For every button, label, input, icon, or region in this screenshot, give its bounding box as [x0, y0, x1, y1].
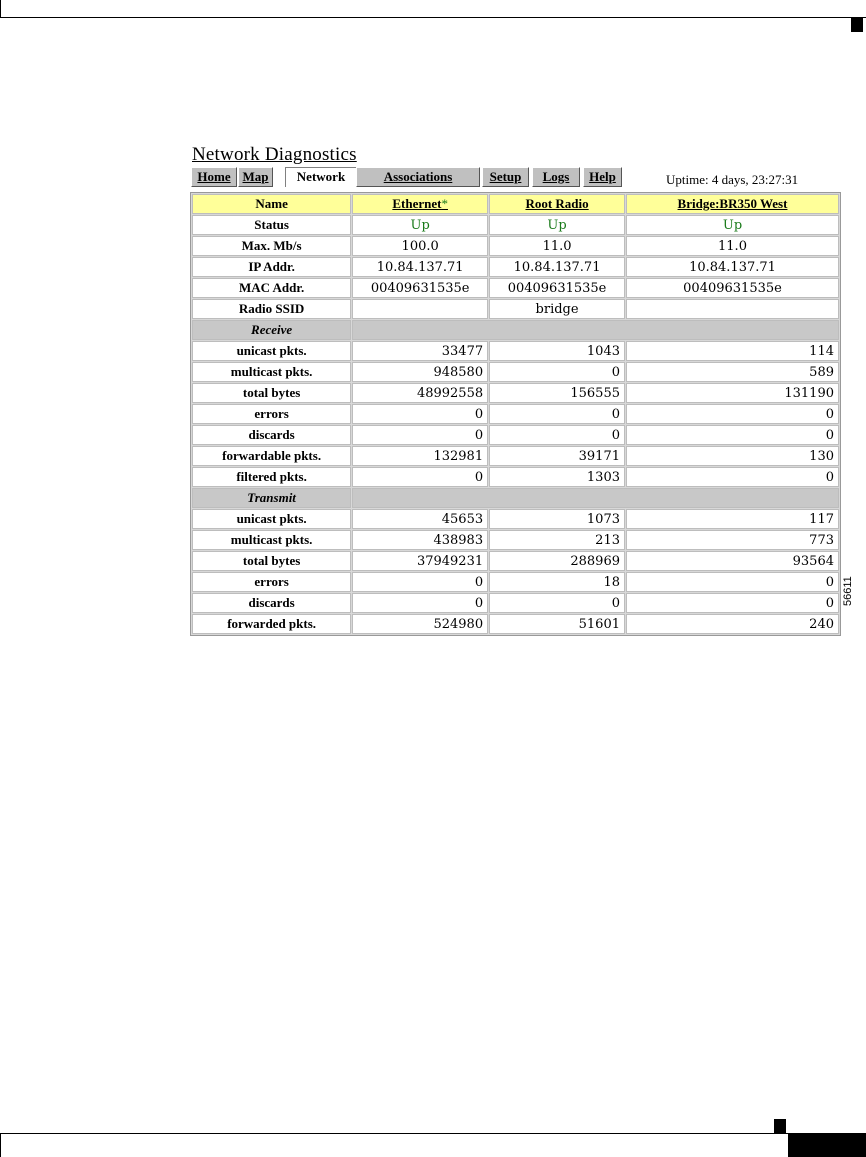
row-label: total bytes: [192, 383, 351, 403]
table-row: [192, 299, 839, 319]
table-cell: bridge: [489, 299, 625, 319]
row-label: Status: [192, 215, 351, 235]
section-transmit-label: Transmit: [192, 488, 351, 508]
table-cell: 288969: [489, 551, 625, 571]
table-cell: 0: [352, 572, 488, 592]
tab-setup[interactable]: Setup: [482, 167, 529, 187]
tab-network[interactable]: Network: [285, 167, 357, 187]
table-cell: 18: [489, 572, 625, 592]
row-label: IP Addr.: [192, 257, 351, 277]
table-cell: 0: [352, 404, 488, 424]
tab-associations[interactable]: Associations: [356, 167, 480, 187]
uptime-text: Uptime: 4 days, 23:27:31: [666, 172, 799, 187]
table-cell: 117: [626, 509, 839, 529]
table-cell: 0: [626, 425, 839, 445]
row-label: Max. Mb/s: [192, 236, 351, 256]
table-cell: Up: [489, 215, 625, 235]
table-cell: 0: [626, 572, 839, 592]
row-label: multicast pkts.: [192, 530, 351, 550]
table-cell: 45653: [352, 509, 488, 529]
footer-tick: [0, 1133, 1, 1157]
table-cell: 132981: [352, 446, 488, 466]
table-row: [192, 446, 839, 466]
ethernet-link[interactable]: Ethernet: [392, 196, 442, 211]
table-row: [192, 467, 839, 487]
row-label: unicast pkts.: [192, 341, 351, 361]
table-cell: 773: [626, 530, 839, 550]
column-header-root-radio[interactable]: Root Radio: [489, 194, 625, 214]
tab-map[interactable]: Map: [238, 167, 273, 187]
row-label: errors: [192, 572, 351, 592]
column-header-bridge[interactable]: Bridge:BR350 West: [626, 194, 839, 214]
table-cell: 524980: [352, 614, 488, 634]
header-marker: [851, 18, 863, 32]
footer-marker: [774, 1119, 786, 1133]
table-cell: 213: [489, 530, 625, 550]
table-cell: 0: [352, 467, 488, 487]
row-label: filtered pkts.: [192, 467, 351, 487]
table-cell: 93564: [626, 551, 839, 571]
table-row: [192, 362, 839, 382]
table-cell: 39171: [489, 446, 625, 466]
table-cell: 0: [626, 404, 839, 424]
section-receive-label: Receive: [192, 320, 351, 340]
row-label: unicast pkts.: [192, 509, 351, 529]
tab-home[interactable]: Home: [191, 167, 237, 187]
row-label: forwardable pkts.: [192, 446, 351, 466]
table-cell: 10.84.137.71: [489, 257, 625, 277]
table-cell: 0: [352, 425, 488, 445]
page-title: Network Diagnostics: [192, 144, 357, 165]
table-cell: 240: [626, 614, 839, 634]
table-row: [192, 425, 839, 445]
table-row: [192, 257, 839, 277]
table-row: [192, 572, 839, 592]
table-cell: 130: [626, 446, 839, 466]
table-cell: 0: [489, 362, 625, 382]
ethernet-marker: *: [441, 196, 448, 211]
table-cell: 0: [352, 593, 488, 613]
table-cell: 156555: [489, 383, 625, 403]
table-cell: 51601: [489, 614, 625, 634]
table-cell: 589: [626, 362, 839, 382]
table-row: [192, 614, 839, 634]
table-row: [192, 593, 839, 613]
section-receive-fill: [352, 320, 839, 340]
section-transmit-fill: [352, 488, 839, 508]
header-rule: [0, 17, 866, 18]
table-cell: 0: [626, 467, 839, 487]
table-row: [192, 215, 839, 235]
diagnostics-table: [190, 192, 841, 636]
section-receive: [192, 320, 839, 340]
tab-help[interactable]: Help: [583, 167, 622, 187]
table-header-row: [192, 194, 839, 214]
row-label: discards: [192, 425, 351, 445]
table-cell: 948580: [352, 362, 488, 382]
table-cell: 00409631535e: [626, 278, 839, 298]
table-cell: 37949231: [352, 551, 488, 571]
row-label: total bytes: [192, 551, 351, 571]
row-label: MAC Addr.: [192, 278, 351, 298]
table-cell: [626, 299, 839, 319]
table-cell: 10.84.137.71: [626, 257, 839, 277]
row-label: discards: [192, 593, 351, 613]
table-cell: 0: [489, 425, 625, 445]
table-cell: 10.84.137.71: [352, 257, 488, 277]
figure-number: 56611: [842, 576, 854, 606]
table-row: [192, 404, 839, 424]
table-cell: 48992558: [352, 383, 488, 403]
row-label: forwarded pkts.: [192, 614, 351, 634]
row-label: errors: [192, 404, 351, 424]
table-row: [192, 551, 839, 571]
table-cell: 33477: [352, 341, 488, 361]
table-row: [192, 509, 839, 529]
table-cell: Up: [626, 215, 839, 235]
table-row: [192, 383, 839, 403]
table-cell: 131190: [626, 383, 839, 403]
table-cell: 11.0: [489, 236, 625, 256]
row-label: multicast pkts.: [192, 362, 351, 382]
table-row: [192, 278, 839, 298]
column-header-name: Name: [192, 194, 351, 214]
table-cell: 00409631535e: [489, 278, 625, 298]
table-cell: Up: [352, 215, 488, 235]
table-cell: 0: [626, 593, 839, 613]
row-label: Radio SSID: [192, 299, 351, 319]
table-cell: 438983: [352, 530, 488, 550]
table-cell: 1073: [489, 509, 625, 529]
table-cell: [352, 299, 488, 319]
table-cell: 1043: [489, 341, 625, 361]
footer-rule: [0, 1133, 866, 1134]
table-cell: 00409631535e: [352, 278, 488, 298]
page-border-tick: [0, 0, 1, 18]
table-row: [192, 341, 839, 361]
table-cell: 1303: [489, 467, 625, 487]
table-cell: 114: [626, 341, 839, 361]
table-cell: 0: [489, 593, 625, 613]
table-row: [192, 530, 839, 550]
table-cell: 11.0: [626, 236, 839, 256]
footer-page-tab: [788, 1134, 866, 1157]
table-cell: 100.0: [352, 236, 488, 256]
tab-logs[interactable]: Logs: [532, 167, 580, 187]
table-cell: 0: [489, 404, 625, 424]
column-header-ethernet[interactable]: [352, 194, 488, 214]
table-row: [192, 236, 839, 256]
section-transmit: [192, 488, 839, 508]
